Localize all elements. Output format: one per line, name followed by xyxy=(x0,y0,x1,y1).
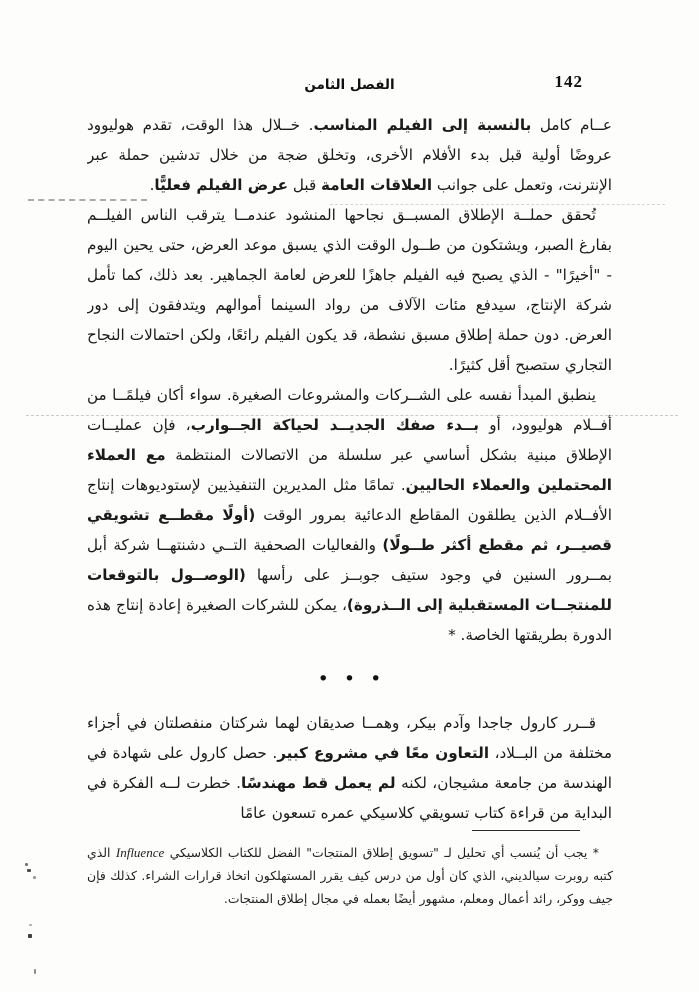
scan-speckle xyxy=(34,969,36,974)
latin-book-title: Influence xyxy=(115,845,165,860)
text-segment: بــدء صفك الجديــد لحياكة الجــوارب xyxy=(190,416,479,434)
text-segment: . تمامًا مثل المديرين التنفيذيين لإستوديوهات إنتاج الأفــلام الذين يطلقون المقاطع الدعائية بمرور الوقت xyxy=(87,476,612,524)
text-segment: مع العملاء المحتملين والعملاء الحاليين xyxy=(87,446,612,494)
scan-speckle xyxy=(28,934,32,938)
section-break-dots: • • • xyxy=(317,668,382,690)
text-segment: تُحقق حملــة الإطلاق المسبــق نجاحها المنشود عندمــا يترقب الناس الفيلــم بفارغ الصبر، ويشتكون من طــول الوقت الذي يسبق موعد العرض، حتى يحين اليوم - "أخيرًا" - الذي يصبح فيه الفيلم جاهزًا للعرض لعامة الجماهير. بعد ذلك، كما تأمل شركة الإنتاج، سيدفع مئات الآلاف من رواد السينما أموالهم ويتدفقون إلى دور العرض. دون حملة إطلاق مسبق نشطة، قد يكون الفيلم رائعًا، ولكن احتمالات النجاح التجاري ستصبح أقل كثيرًا. xyxy=(87,206,612,374)
text-segment: * يجب أن يُنسب أي تحليل لـ "تسويق إطلاق المنتجات" الفضل للكتاب الكلاسيكي xyxy=(164,845,599,860)
text-segment: والفعاليات الصحفية التــي دشنتهــا شركة أبل بمــرور السنين في وجود ستيف جوبــز على رأسها xyxy=(87,536,612,584)
scan-speckle xyxy=(29,924,32,926)
text-segment: . خطرت لــه الفكرة في البداية من قراءة كتاب تسويقي كلاسيكي عمره تسعون عامًا xyxy=(87,774,612,822)
scan-speckle xyxy=(33,876,36,879)
text-segment: (الوصــول بالتوقعات للمنتجــات المستقبلية إلى الــذروة) xyxy=(87,566,612,614)
text-segment: التعاون معًا في مشروع كبير xyxy=(277,744,490,762)
text-segment: . xyxy=(149,176,155,194)
text-segment: . خــلال هذا الوقت، تقدم هوليوود عروضًا أولية قبل بدء الأفلام الأخرى، وتخلق ضجة من خلال تدشين حملة عبر الإنترنت، وتعمل على جوانب xyxy=(87,116,612,194)
text-segment: ، يمكن للشركات الصغيرة إعادة إنتاج هذه الدورة بطريقتها الخاصة. * xyxy=(87,596,612,644)
footnote-separator-rule xyxy=(472,830,580,831)
text-segment: عــام كامل xyxy=(531,116,612,134)
text-segment: عرض الفيلم فعليًّا xyxy=(154,176,289,194)
text-segment: بالنسبة إلى الفيلم المناسب xyxy=(313,116,532,134)
text-segment: قــرر كارول جاجدا وآدم بيكر، وهمــا صديقان لهما شركتان منفصلتان في أجزاء مختلفة من البــلاد، xyxy=(87,714,612,762)
section-before-break xyxy=(87,110,612,650)
paragraph xyxy=(87,708,612,828)
scan-speckle xyxy=(27,869,31,872)
text-segment: لم يعمل قط مهندسًا xyxy=(241,774,396,792)
text-segment: قبل xyxy=(288,176,322,194)
text-segment: . حصل كارول على شهادة في الهندسة من جامعة مشيجان، لكنه xyxy=(87,744,612,792)
paragraph xyxy=(87,110,612,200)
page-body xyxy=(87,110,612,828)
paragraph xyxy=(87,200,612,380)
text-segment: (أولًا مقطــع تشويقي قصيــر، ثم مقطع أكثر طــولًا) xyxy=(87,506,612,554)
footnote xyxy=(87,841,613,913)
text-segment: العلاقات العامة xyxy=(321,176,433,194)
text-segment: الذي كتبه روبرت سيالديني، الذي كان أول من درس كيف يقرر المستهلكون اتخاذ قرارات الشراء. كذلك فإن جيف ووكر، رائد أعمال ومعلم، مشهور أيضًا بعمله في مجال إطلاق المنتجات. xyxy=(87,845,613,906)
page-number: 142 xyxy=(554,72,583,91)
scan-speckle xyxy=(25,863,28,866)
chapter-title: الفصل الثامن xyxy=(304,77,395,93)
text-segment: ، فإن عمليــات الإطلاق مبنية بشكل أساسي عبر سلسلة من الاتصالات المنتظمة xyxy=(87,416,612,464)
section-after-break xyxy=(87,708,612,828)
text-segment: ينطبق المبدأ نفسه على الشــركات والمشروعات الصغيرة. سواء أكان فيلمًــا من أفــلام هوليوود، أو xyxy=(87,386,612,434)
paragraph xyxy=(87,380,612,650)
